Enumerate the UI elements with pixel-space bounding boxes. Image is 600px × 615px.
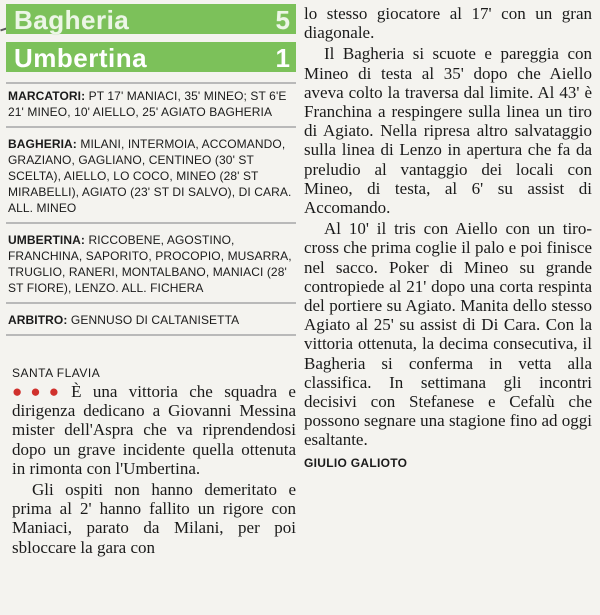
paragraph-2: Gli ospiti non hanno demeritato e prima al 2' hanno fallito un rigore con Maniaci, parato da Milani, per poi sbloccare la gara con xyxy=(12,480,296,557)
scorers-text: PT 17' MANIACI, 35' MINEO; ST 6'E 21' MINEO, 10' AIELLO, 25' AGIATO BAGHERIA xyxy=(8,89,287,119)
paragraph-5: Al 10' il tris con Aiello con un tiro-cross che prima coglie il palo e poi finisce nel sacco. Poker di Mineo su grande contropiede al 21' dopo una corta respinta del portiere su Agiato. Manita dello stesso Agiato al 25' su assist di Di Cara. Con la vittoria ottenuta, la decima consecutiva, il Bagheria si conferma in vetta alla classifica. In settimana gli incontri decisivi con Stefanese e Cefalù che possono segnare una stagione fino ad oggi esaltante. xyxy=(304,219,592,450)
referee-label: ARBITRO: xyxy=(8,313,68,327)
bagheria-lineup xyxy=(6,134,296,224)
scorers-block xyxy=(6,82,296,128)
dateline: SANTA FLAVIA xyxy=(12,366,101,380)
away-goals: 1 xyxy=(275,43,290,73)
home-team: Bagheria xyxy=(14,5,130,35)
bullet-dots: ●●● xyxy=(12,382,68,401)
umbertina-text: RICCOBENE, AGOSTINO, FRANCHINA, SAPORITO, PROCOPIO, MUSARRA, TRUGLIO, RANERI, MONTALBANO, MANIACI (28' ST FIORE), LENZO. ALL. FICHERA xyxy=(8,233,292,295)
right-column xyxy=(304,4,592,470)
article-left-body xyxy=(12,382,296,557)
scorers-label: MARCATORI: xyxy=(8,89,86,103)
paragraph-4: Il Bagheria si scuote e pareggia con Mineo di testa al 35' dopo che Aiello aveva colto la traversa dal limite. Al 43' è Franchina a respingere sulla linea un tiro di Agiato. Nella ripresa altro salvataggio sulla linea di Lenzo in apertura che fa da preludio al vantaggio dei locali con Mineo, di testa, al 6' su assist di Accomando. xyxy=(304,44,592,218)
paragraph-1 xyxy=(12,382,296,478)
away-team: Umbertina xyxy=(14,43,148,73)
score-row-away xyxy=(6,42,296,72)
bagheria-label: BAGHERIA: xyxy=(8,137,77,151)
score-row-home xyxy=(6,4,296,34)
bagheria-text: MILANI, INTERMOIA, ACCOMANDO, GRAZIANO, GAGLIANO, CENTINEO (30' ST SCELTA), AIELLO, LO COCO, MINEO (28' ST MIRABELLI), AGIATO (23' ST DI SALVO), DI CARA. ALL. MINEO xyxy=(8,137,292,215)
paragraph-1-text: È una vittoria che squadra e dirigenza dedicano a Giovanni Messina mister dell'Aspra che va riprendendosi dopo un grave incidente quella ottenuta in rimonta con l'Umbertina. xyxy=(12,382,296,478)
author-byline: GIULIO GALIOTO xyxy=(304,455,408,470)
left-column xyxy=(6,4,296,559)
referee-block xyxy=(6,310,296,336)
umbertina-label: UMBERTINA: xyxy=(8,233,85,247)
paragraph-3: lo stesso giocatore al 17' con un gran diagonale. xyxy=(304,4,592,43)
home-goals: 5 xyxy=(275,5,290,35)
article-right-body xyxy=(304,4,592,450)
umbertina-lineup xyxy=(6,230,296,304)
referee-text: GENNUSO DI CALTANISETTA xyxy=(70,313,240,327)
